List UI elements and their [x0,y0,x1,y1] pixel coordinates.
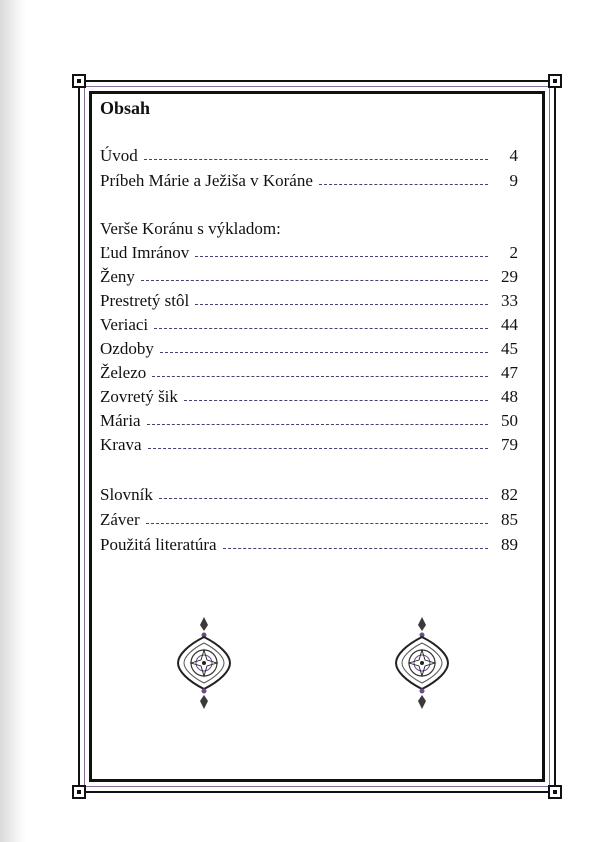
toc-entry[interactable] [100,266,518,288]
toc-entry-label: Zovretý šik [100,387,178,406]
dot-leader [319,183,488,185]
dot-leader [146,522,488,524]
toc-title: Obsah [100,98,151,118]
dot-leader [223,547,488,549]
corner-ornament-bottom-left [72,785,86,799]
toc-entry-page: 33 [501,291,518,310]
section-heading: Verše Koránu s výkladom: [100,219,281,238]
page-edge-shadow [0,0,26,842]
toc-entry-page: 79 [501,435,518,454]
toc-entry-label: Krava [100,435,142,454]
dot-leader [195,303,488,305]
toc-entry[interactable] [100,386,518,408]
toc-entry-label: Slovník [100,485,153,504]
toc-entry-page: 82 [501,485,518,504]
toc-entry-page: 50 [501,411,518,430]
toc-entry[interactable] [100,170,518,192]
dot-leader [141,279,488,281]
dot-leader [159,497,488,499]
toc-entry[interactable] [100,484,518,506]
toc-entry-label: Použitá literatúra [100,535,217,554]
toc-entry[interactable] [100,314,518,336]
corner-ornament-bottom-right [548,785,562,799]
toc-entry-page: 45 [501,339,518,358]
toc-entry-page: 48 [501,387,518,406]
toc-entry-label: Ľud Imránov [100,243,190,262]
toc-entry[interactable] [100,509,518,531]
toc-entry[interactable] [100,410,518,432]
toc-entry[interactable] [100,362,518,384]
decorative-ornament-right [394,615,450,711]
toc-entry-label: Úvod [100,146,138,165]
toc-entry-label: Ženy [100,267,135,286]
decorative-ornament-left [176,615,232,711]
toc-entry-label: Záver [100,510,140,529]
toc-entry-label: Veriaci [100,315,149,334]
toc-entry-label: Ozdoby [100,339,154,358]
dot-leader [195,255,488,257]
dot-leader [160,351,488,353]
toc-entry-page: 4 [509,146,518,165]
toc-entry-label: Príbeh Márie a Ježiša v Koráne [100,171,313,190]
corner-ornament-top-left [72,74,86,88]
toc-entry-page: 89 [501,535,518,554]
corner-ornament-top-right [548,74,562,88]
toc-entry-page: 44 [501,315,518,334]
toc-entry-label: Prestretý stôl [100,291,190,310]
dot-leader [147,423,488,425]
toc-entry-label: Železo [100,363,147,382]
toc-entry[interactable] [100,534,518,556]
toc-entry-label: Mária [100,411,141,430]
toc-entry[interactable] [100,434,518,456]
toc-entry[interactable] [100,242,518,264]
dot-leader [152,375,488,377]
dot-leader [148,447,488,449]
toc-entry-page: 2 [509,243,518,262]
toc-entry[interactable] [100,338,518,360]
toc-entry[interactable] [100,290,518,312]
dot-leader [184,399,488,401]
toc-entry-page: 29 [501,267,518,286]
toc-entry-page: 47 [501,363,518,382]
toc-entry[interactable] [100,145,518,167]
toc-entry-page: 9 [509,171,518,190]
toc-entry-page: 85 [501,510,518,529]
dot-leader [144,158,488,160]
dot-leader [154,327,488,329]
